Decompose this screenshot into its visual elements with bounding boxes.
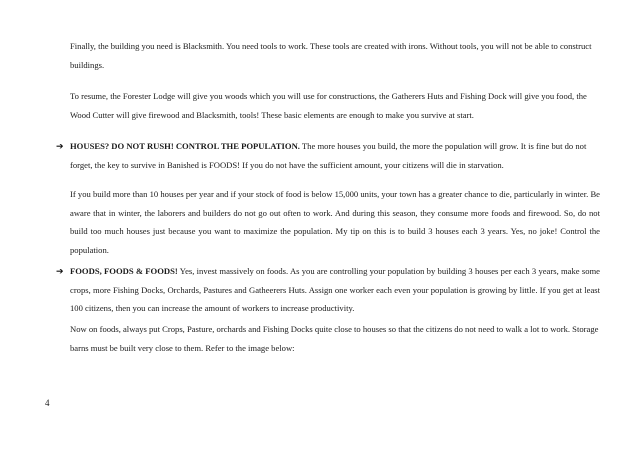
arrow-right-icon: ➔ bbox=[56, 266, 64, 276]
paragraph-resume: To resume, the Forester Lodge will give you woods which you will use for constructions, the Gatherers Huts and Fishing Dock will give you food, the Wood Cutter will give firewood and Blacksmith, tools! These basic elements are enough to make you survive at start. bbox=[70, 91, 587, 120]
houses-heading: HOUSES? DO NOT RUSH! CONTROL THE POPULATION. bbox=[70, 141, 300, 151]
paragraph-foods-detail: Now on foods, always put Crops, Pasture, orchards and Fishing Docks quite close to houses so that the citizens do not need to walk a lot to work. Storage barns must be built very close to them. Refer to the image below: bbox=[70, 324, 599, 353]
paragraph-houses-detail: If you build more than 10 houses per year and if your stock of food is below 15,000 units, your town has a greater chance to die, particularly in winter. Be aware that in winter, the laborers and builders do not go out often to work. And during this season, they consume more foods and firewood. So, do not build too much houses just because you want to maximize the population. My tip on this is to build 3 houses each 3 years. Yes, no joke! Control the population. bbox=[70, 189, 600, 255]
foods-text: Yes, invest massively on foods. As you are controlling your population by building 3 houses per each 3 years, make some crops, more Fishing Docks, Orchards, Pastures and Gatheerers Huts. Assign one worker each even your population is growing by little. If you get at least 100 citizens, then you can increase the amount of workers to increase productivity. bbox=[70, 266, 600, 313]
foods-heading: FOODS, FOODS & FOODS! bbox=[70, 266, 178, 276]
page-number: 4 bbox=[45, 398, 50, 408]
houses-text: The more houses you build, the more the population will grow. It is fine but do not forget, the key to survive in Banished is FOODS! If you do not have the sufficient amount, your citizens will die in starvation. bbox=[70, 141, 587, 170]
paragraph-blacksmith: Finally, the building you need is Blacksmith. You need tools to work. These tools are created with irons. Without tools, you will not be able to construct buildings. bbox=[70, 41, 592, 70]
paragraph-foods bbox=[70, 262, 600, 318]
arrow-right-icon: ➔ bbox=[56, 141, 64, 151]
paragraph-houses bbox=[70, 137, 600, 174]
